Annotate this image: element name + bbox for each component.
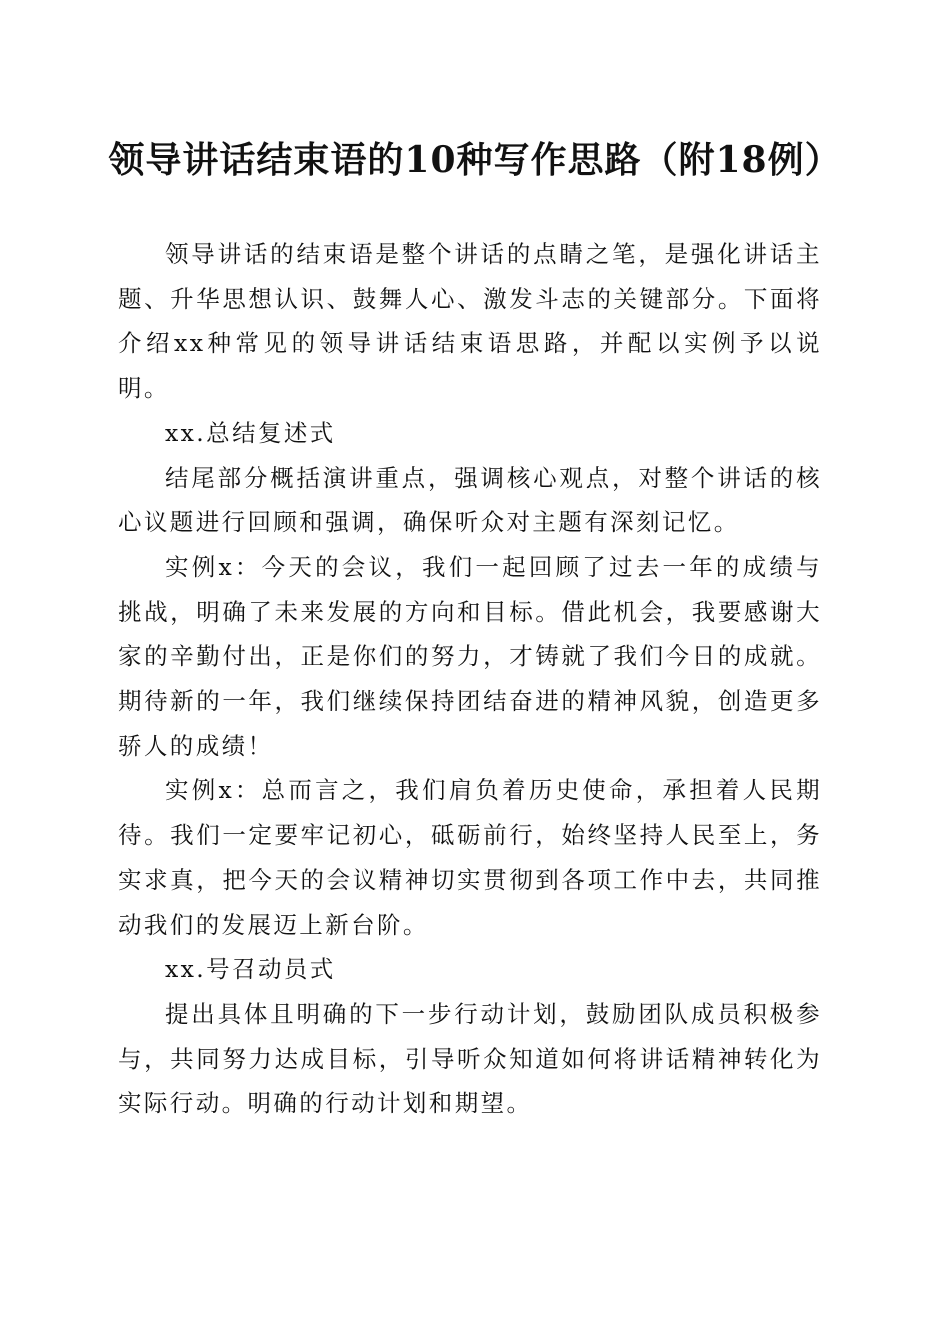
document-title: 领导讲话结束语的10种写作思路（附18例） [108,139,842,181]
summary-example-2-paragraph: 实例x：总而言之，我们肩负着历史使命，承担着人民期待。我们一定要牢记初心，砥砺前行，始终坚持人民至上，务实求真，把今天的会议精神切实贯彻到各项工作中去，共同推动我们的发展迈上新台阶。 [118,776,822,939]
document-body [118,232,822,1126]
intro-paragraph: 领导讲话的结束语是整个讲话的点睛之笔，是强化讲话主题、升华思想认识、鼓舞人心、激发斗志的关键部分。下面将介绍xx种常见的领导讲话结束语思路，并配以实例予以说明。 [118,240,822,403]
mobilization-description-paragraph: 提出具体且明确的下一步行动计划，鼓励团队成员积极参与，共同努力达成目标，引导听众知道如何将讲话精神转化为实际行动。明确的行动计划和期望。 [118,999,822,1118]
summary-description-paragraph: 结尾部分概括演讲重点，强调核心观点，对整个讲话的核心议题进行回顾和强调，确保听众对主题有深刻记忆。 [118,463,822,537]
section-heading-summary: xx.总结复述式 [165,418,336,447]
section-heading-mobilization: xx.号召动员式 [165,955,336,984]
summary-example-1-paragraph: 实例x：今天的会议，我们一起回顾了过去一年的成绩与挑战，明确了未来发展的方向和目标。借此机会，我要感谢大家的辛勤付出，正是你们的努力，才铸就了我们今日的成就。期待新的一年，我们继续保持团结奋进的精神风貌，创造更多骄人的成绩！ [118,552,822,760]
